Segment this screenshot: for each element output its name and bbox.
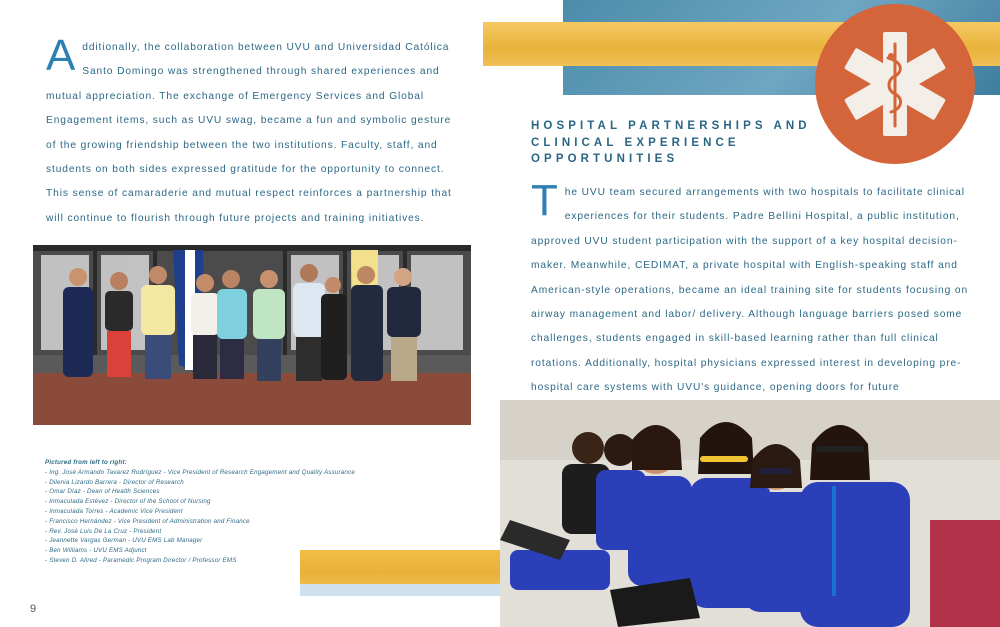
students-photo (500, 400, 1000, 627)
right-body-text (531, 176, 976, 425)
right-paragraph: he UVU team secured arrangements with two hospitals to facilitate clinical experiences for their students. Padre Bellini Hospital, a public institution, approved UVU student participation with the support of a key hospital decision-maker. Meanwhile, CEDIMAT, a private hospital with English-speaking staff and American-style operations, became an ideal training site for students focusing on airway management and labor/ delivery. Although language barriers posed some challenges, students engaged in skill-based learning rather than full clinical rotations. Additionally, hospital physicians expressed interest in developing pre-hospital care systems with UVU's guidance, opening doors for future (531, 187, 969, 394)
caption-item: - Rev. José Luis De La Cruz - President (45, 527, 465, 537)
section-title: HOSPITAL PARTNERSHIPS AND CLINICAL EXPERIENCE OPPORTUNITIES (531, 120, 811, 165)
caption-item: - Steven D. Allred - Paramedic Program Director / Professor EMS (45, 556, 465, 566)
caption-item: - Ben Williams - UVU EMS Adjunct (45, 546, 465, 556)
caption-item: - Francisco Hernández - Vice President of Administration and Finance (45, 517, 465, 527)
group-photo (33, 245, 471, 425)
caption-item: - Dilenia Lizardo Barrera - Director of Research (45, 478, 465, 488)
decorative-blue-stripe (300, 584, 500, 596)
caption-item: - Inmaculada Torres - Academic Vice President (45, 507, 465, 517)
left-body-text (46, 31, 456, 231)
page-number: 9 (30, 603, 37, 615)
left-paragraph: dditionally, the collaboration between UVU and Universidad Católica Santo Domingo was strengthened through shared experiences and mutual appreciation. The exchange of Emergency Services and Global Engagement items, such as UVU swag, became a fun and symbolic gesture of the growing friendship between the two institutions. Faculty, staff, and students on both sides expressed gratitude for the opportunity to connect. This sense of camaraderie and mutual respect reinforces a partnership that will continue to flourish through future projects and training initiatives. (46, 42, 452, 224)
caption-item: - Jeannette Vargas German - UVU EMS Lab Manager (45, 536, 465, 546)
caption-item: - Ing. José Armando Tavarez Rodríguez - Vice President of Research Engagement and Quality Assurance (45, 468, 465, 478)
star-of-life-icon (839, 28, 951, 140)
caption-heading: Pictured from left to right: (45, 459, 127, 466)
caption-item: - Inmaculada Estévez - Director of the School of Nursing (45, 497, 465, 507)
caption-item: - Omar Díaz - Dean of Health Sciences (45, 487, 465, 497)
right-dropcap: T (531, 176, 559, 225)
left-dropcap: A (46, 31, 77, 80)
star-of-life-badge (815, 4, 975, 164)
